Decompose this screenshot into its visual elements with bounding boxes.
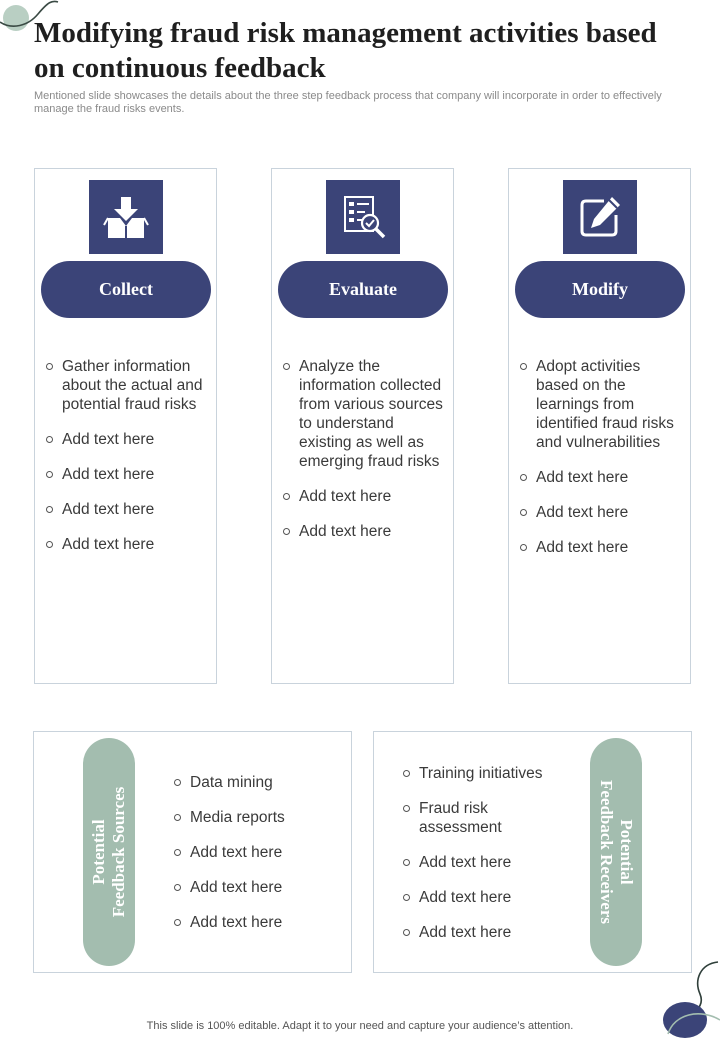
list-item: Add text here	[43, 500, 208, 519]
list-item: Analyze the information collected from various sources to understand existing as well as emerging fraud risks	[280, 357, 445, 471]
list-item: Media reports	[172, 808, 342, 827]
footer-note: This slide is 100% editable. Adapt it to your need and capture your audience’s attention.	[146, 1020, 574, 1032]
list-item: Add text here	[172, 843, 342, 862]
list-item: Add text here	[401, 923, 581, 942]
list-item: Add text here	[280, 522, 445, 541]
list-item: Adopt activities based on the learnings from identified fraud risks and vulnerabilities	[517, 357, 682, 452]
list-item: Add text here	[172, 913, 342, 932]
list-item: Add text here	[401, 888, 581, 907]
collect-list	[43, 357, 208, 570]
list-item: Add text here	[517, 503, 682, 522]
edit-pencil-icon	[563, 180, 637, 254]
list-item: Data mining	[172, 773, 342, 792]
feedback-sources-label-line1: Potential	[89, 819, 108, 885]
feedback-sources-box	[33, 731, 352, 973]
list-item: Add text here	[43, 465, 208, 484]
list-item: Add text here	[401, 853, 581, 872]
collect-step-label: Collect	[41, 261, 211, 318]
modify-card	[508, 168, 691, 684]
list-item: Add text here	[517, 468, 682, 487]
download-box-icon	[89, 180, 163, 254]
modify-list	[517, 357, 682, 573]
modify-step-label: Modify	[515, 261, 685, 318]
collect-card	[34, 168, 217, 684]
feedback-receivers-list	[401, 764, 581, 958]
list-item: Add text here	[517, 538, 682, 557]
list-item: Add text here	[43, 535, 208, 554]
list-item: Add text here	[43, 430, 208, 449]
feedback-receivers-label-line1: Potential	[617, 819, 636, 885]
feedback-sources-label	[83, 738, 135, 966]
list-item: Fraud risk assessment	[401, 799, 529, 837]
page-title: Modifying fraud risk management activities based on continuous feedback	[34, 17, 657, 84]
list-item: Add text here	[172, 878, 342, 897]
list-item: Training initiatives	[401, 764, 581, 783]
list-item: Add text here	[280, 487, 445, 506]
evaluate-card	[271, 168, 454, 684]
evaluate-step-label: Evaluate	[278, 261, 448, 318]
feedback-receivers-label-line2: Feedback Receivers	[597, 780, 616, 924]
list-item: Gather information about the actual and potential fraud risks	[43, 357, 208, 414]
page-subtitle: Mentioned slide showcases the details about the three step feedback process that company will incorporate in order to effectively manage the fraud risks events.	[34, 90, 662, 115]
checklist-magnifier-icon	[326, 180, 400, 254]
feedback-receivers-label	[590, 738, 642, 966]
feedback-sources-label-line2: Feedback Sources	[109, 786, 128, 918]
feedback-receivers-box	[373, 731, 692, 973]
evaluate-list	[280, 357, 445, 557]
feedback-sources-list	[172, 773, 342, 948]
